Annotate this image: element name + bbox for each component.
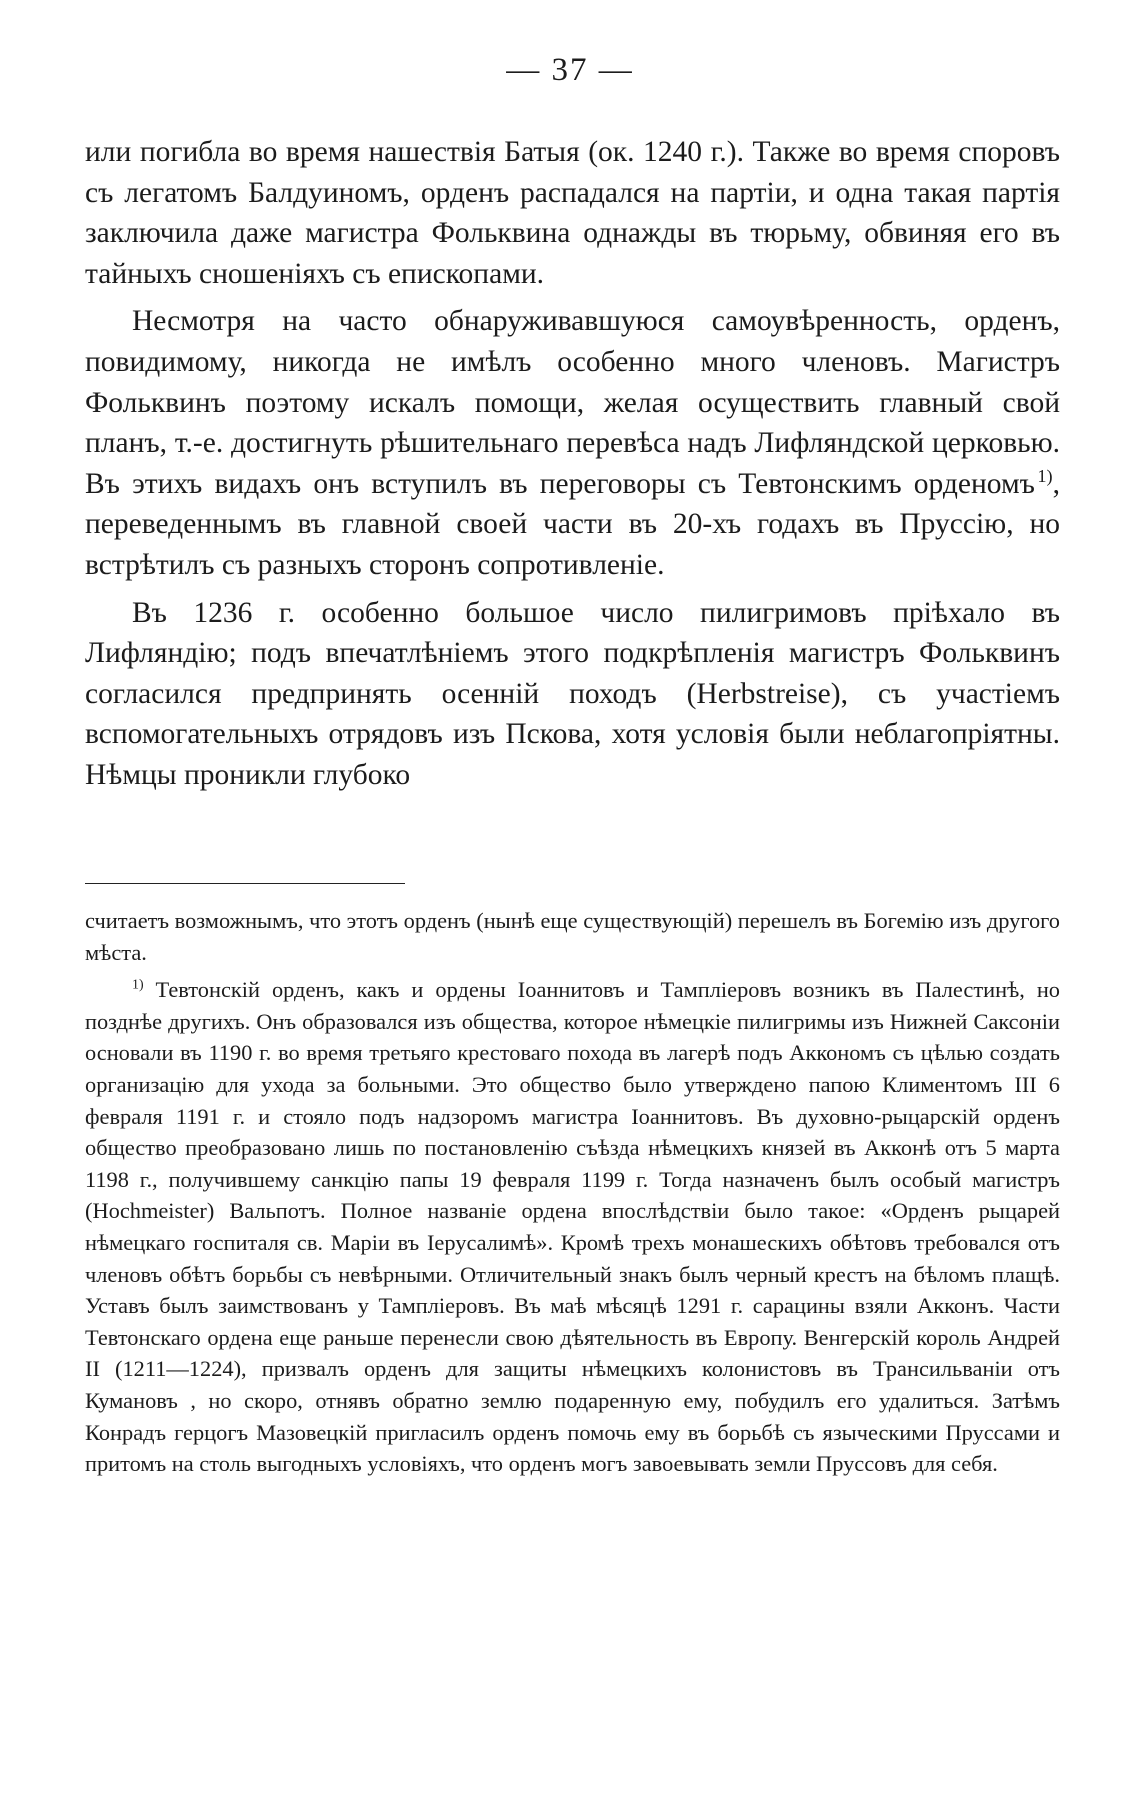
footnote-separator [85, 883, 405, 884]
paragraph: Въ 1236 г. особенно большое число пилигримовъ пріѣхало въ Лифляндію; подъ впечатлѣніемъ этого подкрѣпленія магистръ Фольквинъ согласился предпринять осенній походъ (Herbstreise), съ участіемъ вспомогательныхъ отрядовъ изъ Пскова, хотя условія были неблагопріятны. Нѣмцы проникли глубоко [85, 596, 1060, 791]
footnote [85, 974, 1060, 1480]
paragraph-text: , переведеннымъ въ главной своей части въ 20-хъ годахъ въ Пруссію, но встрѣтилъ съ разныхъ сторонъ сопротивленіе. [85, 467, 1060, 581]
footnote-reference[interactable]: 1) [1037, 465, 1053, 486]
page-number: — 37 — [506, 52, 634, 88]
paragraph: или погибла во время нашествія Батыя (ок. 1240 г.). Также во время споровъ съ легатомъ Балдуиномъ, орденъ распадался на партіи, и одна такая партія заключила даже магистра Фольквина однажды въ тюрьму, обвиняя его въ тайныхъ сношеніяхъ съ епископами. [85, 136, 1060, 290]
main-text [85, 132, 1060, 803]
footnote-text: Тевтонскій орденъ, какъ и ордены Іоаннитовъ и Тампліеровъ возникъ въ Палестинѣ, но позднѣе другихъ. Онъ образовался изъ общества, которое нѣмецкіе пилигримы изъ Нижней Саксоніи основали въ 1190 г. во время третьяго крестоваго похода въ лагерѣ подъ Аккономъ съ цѣлью создать организацію для ухода за больными. Это общество было утверждено папою Климентомъ III 6 февраля 1191 г. и стояло подъ надзоромъ магистра Іоаннитовъ. Въ духовно-рыцарскій орденъ общество преобразовано лишь по постановленію съѣзда нѣмецкихъ князей въ Акконѣ отъ 5 марта 1198 г., получившему санкцію папы 19 февраля 1199 г. Тогда назначенъ былъ особый магистръ (Hochmeister) Вальпотъ. Полное названіе ордена впослѣдствіи было такое: «Орденъ рыцарей нѣмецкаго госпиталя св. Маріи въ Іерусалимѣ». Кромѣ трехъ монашескихъ обѣтовъ требовался отъ членовъ обѣтъ борьбы съ невѣрными. Отличительный знакъ былъ черный крестъ на бѣломъ плащѣ. Уставъ былъ заимствованъ у Тампліеровъ. Въ маѣ мѣсяцѣ 1291 г. сарацины взяли Акконъ. Части Тевтонскаго ордена еще раньше перенесли свою дѣятельность въ Европу. Венгерскій король Андрей II (1211—1224), призвалъ орденъ для защиты нѣмецкихъ колонистовъ въ Трансильваніи отъ Кумановъ , но скоро, отнявъ обратно землю подаренную ему, побудилъ его удалиться. Затѣмъ Конрадъ герцогъ Мазовецкій пригласилъ орденъ помочь ему въ борьбѣ съ языческими Пруссами и притомъ на столь выгодныхъ условіяхъ, что орденъ могъ завоевывать земли Пруссовъ для себя. [85, 977, 1060, 1477]
paragraph [85, 301, 1060, 585]
footnote-marker: 1) [132, 977, 144, 993]
footnote-continuation: считаетъ возможнымъ, что этотъ орденъ (нынѣ еще существующій) перешелъ въ Богемію изъ другого мѣста. [85, 908, 1060, 965]
footnotes [85, 905, 1060, 1486]
paragraph-text: Несмотря на часто обнаруживавшуюся самоувѣренность, орденъ, повидимому, никогда не имѣлъ особенно много членовъ. Магистръ Фольквинъ поэтому искалъ помощи, желая осуществить главный свой планъ, т.-е. достигнуть рѣшительнаго перевѣса надъ Лифляндской церковью. Въ этихъ видахъ онъ вступилъ въ переговоры съ Тевтонскимъ орденомъ [85, 305, 1060, 500]
